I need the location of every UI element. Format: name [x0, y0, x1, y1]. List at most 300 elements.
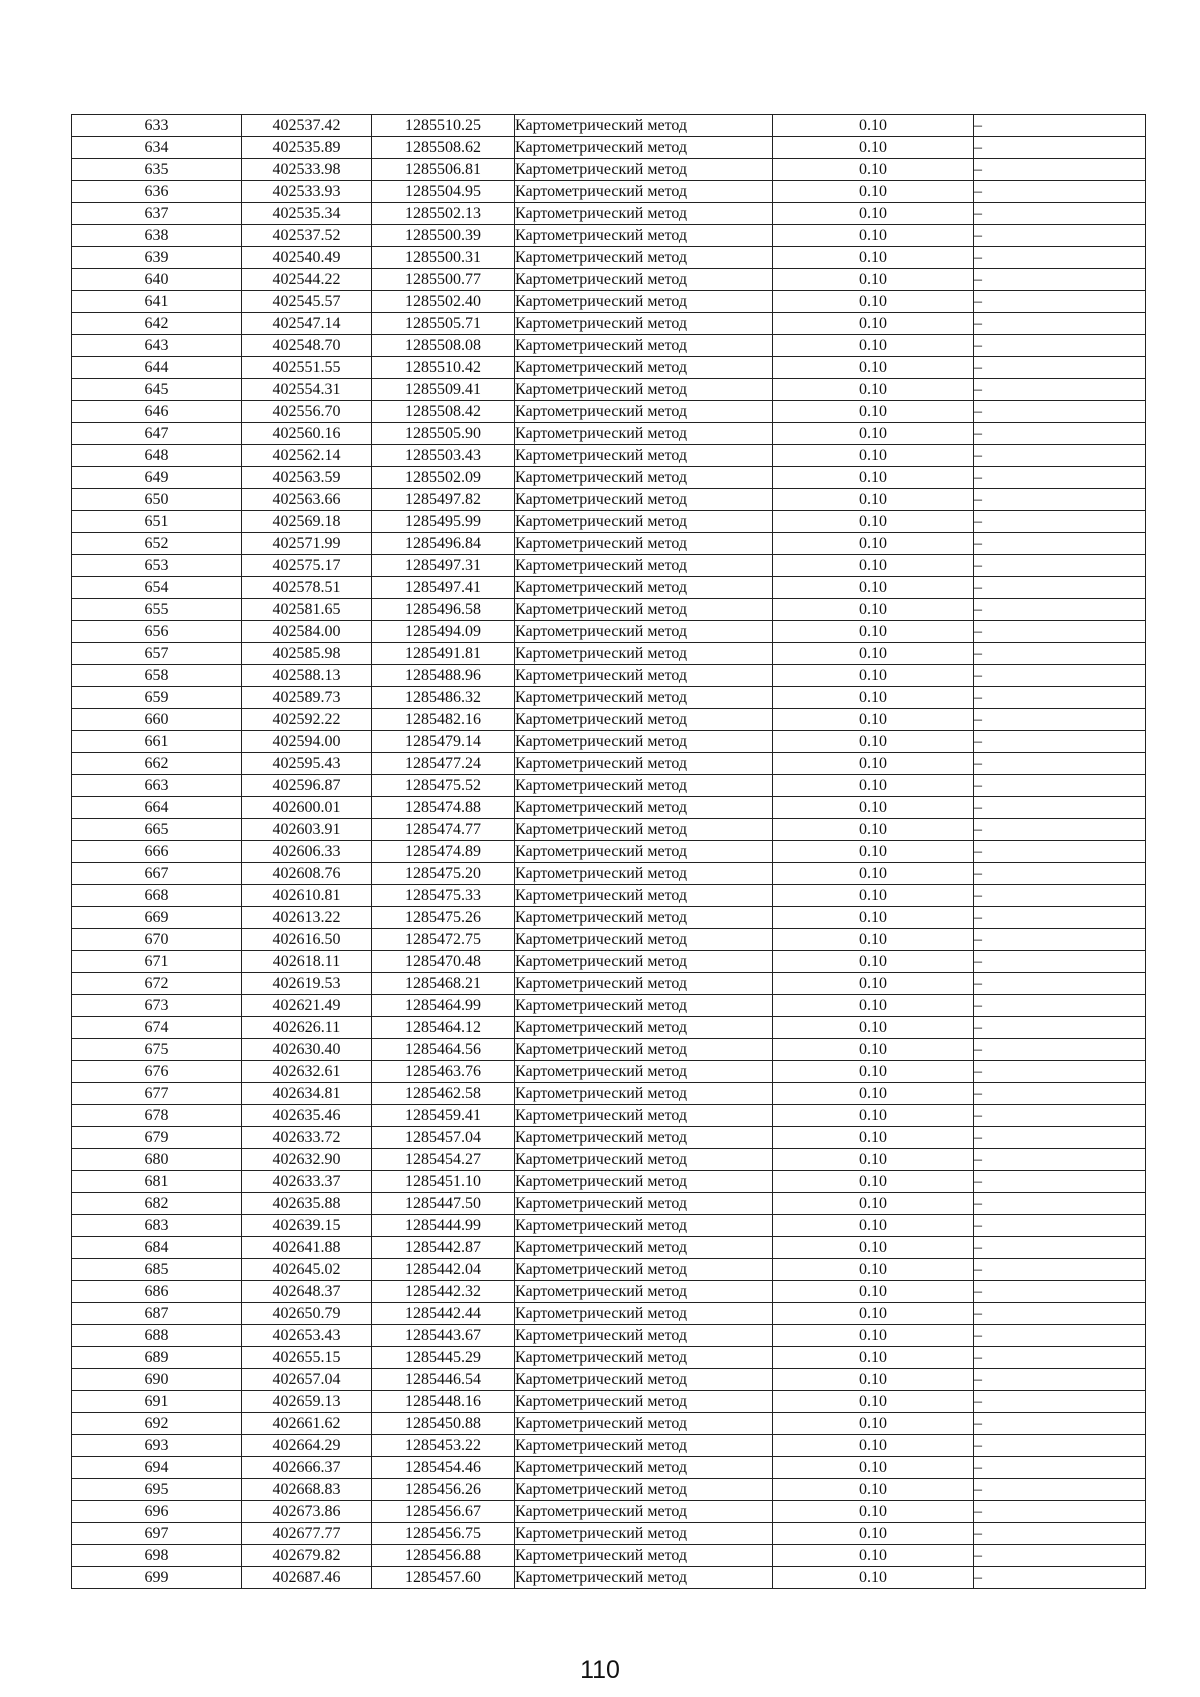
accuracy-cell: 0.10: [773, 445, 974, 467]
description-cell: –: [974, 269, 1146, 291]
table-row: [72, 753, 1146, 775]
description-cell: –: [974, 599, 1146, 621]
method-cell: Картометрический метод: [515, 467, 773, 489]
y-coordinate-cell: 1285472.75: [372, 929, 515, 951]
method-cell: Картометрический метод: [515, 907, 773, 929]
x-coordinate-cell: 402594.00: [242, 731, 372, 753]
description-cell: –: [974, 643, 1146, 665]
point-number-cell: 698: [72, 1545, 242, 1567]
method-cell: Картометрический метод: [515, 291, 773, 313]
table-row: [72, 973, 1146, 995]
description-cell: –: [974, 489, 1146, 511]
method-cell: Картометрический метод: [515, 1413, 773, 1435]
table-row: [72, 1479, 1146, 1501]
coordinates-table-body: [72, 115, 1146, 1589]
table-row: [72, 1523, 1146, 1545]
table-row: [72, 313, 1146, 335]
point-number-cell: 638: [72, 225, 242, 247]
method-cell: Картометрический метод: [515, 841, 773, 863]
method-cell: Картометрический метод: [515, 1281, 773, 1303]
point-number-cell: 683: [72, 1215, 242, 1237]
x-coordinate-cell: 402596.87: [242, 775, 372, 797]
description-cell: –: [974, 1435, 1146, 1457]
method-cell: Картометрический метод: [515, 269, 773, 291]
point-number-cell: 654: [72, 577, 242, 599]
description-cell: –: [974, 1391, 1146, 1413]
y-coordinate-cell: 1285496.84: [372, 533, 515, 555]
method-cell: Картометрический метод: [515, 819, 773, 841]
accuracy-cell: 0.10: [773, 1435, 974, 1457]
coordinates-table: [71, 114, 1146, 1589]
description-cell: –: [974, 225, 1146, 247]
description-cell: –: [974, 907, 1146, 929]
accuracy-cell: 0.10: [773, 357, 974, 379]
accuracy-cell: 0.10: [773, 1193, 974, 1215]
description-cell: –: [974, 335, 1146, 357]
x-coordinate-cell: 402563.59: [242, 467, 372, 489]
description-cell: –: [974, 1413, 1146, 1435]
description-cell: –: [974, 1567, 1146, 1589]
y-coordinate-cell: 1285500.77: [372, 269, 515, 291]
y-coordinate-cell: 1285503.43: [372, 445, 515, 467]
table-row: [72, 1347, 1146, 1369]
accuracy-cell: 0.10: [773, 1347, 974, 1369]
y-coordinate-cell: 1285497.82: [372, 489, 515, 511]
description-cell: –: [974, 1347, 1146, 1369]
accuracy-cell: 0.10: [773, 753, 974, 775]
accuracy-cell: 0.10: [773, 1545, 974, 1567]
point-number-cell: 650: [72, 489, 242, 511]
x-coordinate-cell: 402556.70: [242, 401, 372, 423]
description-cell: –: [974, 1545, 1146, 1567]
x-coordinate-cell: 402666.37: [242, 1457, 372, 1479]
method-cell: Картометрический метод: [515, 731, 773, 753]
point-number-cell: 666: [72, 841, 242, 863]
description-cell: –: [974, 1501, 1146, 1523]
x-coordinate-cell: 402613.22: [242, 907, 372, 929]
accuracy-cell: 0.10: [773, 225, 974, 247]
description-cell: –: [974, 115, 1146, 137]
table-row: [72, 951, 1146, 973]
description-cell: –: [974, 753, 1146, 775]
x-coordinate-cell: 402554.31: [242, 379, 372, 401]
y-coordinate-cell: 1285479.14: [372, 731, 515, 753]
accuracy-cell: 0.10: [773, 159, 974, 181]
y-coordinate-cell: 1285502.13: [372, 203, 515, 225]
x-coordinate-cell: 402679.82: [242, 1545, 372, 1567]
description-cell: –: [974, 885, 1146, 907]
description-cell: –: [974, 1061, 1146, 1083]
x-coordinate-cell: 402641.88: [242, 1237, 372, 1259]
method-cell: Картометрический метод: [515, 753, 773, 775]
y-coordinate-cell: 1285464.56: [372, 1039, 515, 1061]
point-number-cell: 649: [72, 467, 242, 489]
x-coordinate-cell: 402653.43: [242, 1325, 372, 1347]
method-cell: Картометрический метод: [515, 577, 773, 599]
description-cell: –: [974, 159, 1146, 181]
description-cell: –: [974, 1149, 1146, 1171]
accuracy-cell: 0.10: [773, 665, 974, 687]
description-cell: –: [974, 1105, 1146, 1127]
point-number-cell: 697: [72, 1523, 242, 1545]
x-coordinate-cell: 402668.83: [242, 1479, 372, 1501]
method-cell: Картометрический метод: [515, 665, 773, 687]
table-row: [72, 621, 1146, 643]
accuracy-cell: 0.10: [773, 115, 974, 137]
table-row: [72, 1567, 1146, 1589]
method-cell: Картометрический метод: [515, 1215, 773, 1237]
table-row: [72, 1545, 1146, 1567]
description-cell: –: [974, 1127, 1146, 1149]
y-coordinate-cell: 1285508.62: [372, 137, 515, 159]
table-row: [72, 1127, 1146, 1149]
table-row: [72, 1435, 1146, 1457]
x-coordinate-cell: 402661.62: [242, 1413, 372, 1435]
method-cell: Картометрический метод: [515, 203, 773, 225]
x-coordinate-cell: 402626.11: [242, 1017, 372, 1039]
method-cell: Картометрический метод: [515, 1567, 773, 1589]
table-row: [72, 1259, 1146, 1281]
point-number-cell: 642: [72, 313, 242, 335]
method-cell: Картометрический метод: [515, 1325, 773, 1347]
table-row: [72, 533, 1146, 555]
y-coordinate-cell: 1285475.26: [372, 907, 515, 929]
accuracy-cell: 0.10: [773, 1083, 974, 1105]
method-cell: Картометрический метод: [515, 1369, 773, 1391]
table-row: [72, 357, 1146, 379]
point-number-cell: 677: [72, 1083, 242, 1105]
description-cell: –: [974, 1017, 1146, 1039]
y-coordinate-cell: 1285442.04: [372, 1259, 515, 1281]
table-row: [72, 291, 1146, 313]
y-coordinate-cell: 1285450.88: [372, 1413, 515, 1435]
accuracy-cell: 0.10: [773, 1501, 974, 1523]
x-coordinate-cell: 402533.98: [242, 159, 372, 181]
point-number-cell: 641: [72, 291, 242, 313]
description-cell: –: [974, 731, 1146, 753]
accuracy-cell: 0.10: [773, 599, 974, 621]
point-number-cell: 633: [72, 115, 242, 137]
x-coordinate-cell: 402569.18: [242, 511, 372, 533]
description-cell: –: [974, 1039, 1146, 1061]
table-row: [72, 929, 1146, 951]
description-cell: –: [974, 1237, 1146, 1259]
table-row: [72, 577, 1146, 599]
point-number-cell: 681: [72, 1171, 242, 1193]
x-coordinate-cell: 402687.46: [242, 1567, 372, 1589]
x-coordinate-cell: 402571.99: [242, 533, 372, 555]
point-number-cell: 675: [72, 1039, 242, 1061]
accuracy-cell: 0.10: [773, 775, 974, 797]
accuracy-cell: 0.10: [773, 1567, 974, 1589]
point-number-cell: 660: [72, 709, 242, 731]
description-cell: –: [974, 291, 1146, 313]
point-number-cell: 695: [72, 1479, 242, 1501]
x-coordinate-cell: 402535.89: [242, 137, 372, 159]
table-row: [72, 511, 1146, 533]
x-coordinate-cell: 402588.13: [242, 665, 372, 687]
point-number-cell: 679: [72, 1127, 242, 1149]
table-row: [72, 1325, 1146, 1347]
point-number-cell: 692: [72, 1413, 242, 1435]
table-row: [72, 1039, 1146, 1061]
table-row: [72, 687, 1146, 709]
accuracy-cell: 0.10: [773, 1281, 974, 1303]
point-number-cell: 694: [72, 1457, 242, 1479]
description-cell: –: [974, 841, 1146, 863]
point-number-cell: 655: [72, 599, 242, 621]
accuracy-cell: 0.10: [773, 467, 974, 489]
description-cell: –: [974, 665, 1146, 687]
x-coordinate-cell: 402619.53: [242, 973, 372, 995]
accuracy-cell: 0.10: [773, 203, 974, 225]
description-cell: –: [974, 1193, 1146, 1215]
point-number-cell: 686: [72, 1281, 242, 1303]
x-coordinate-cell: 402608.76: [242, 863, 372, 885]
accuracy-cell: 0.10: [773, 247, 974, 269]
table-row: [72, 1303, 1146, 1325]
description-cell: –: [974, 445, 1146, 467]
accuracy-cell: 0.10: [773, 863, 974, 885]
method-cell: Картометрический метод: [515, 973, 773, 995]
page-number: 110: [580, 1656, 620, 1684]
accuracy-cell: 0.10: [773, 1369, 974, 1391]
y-coordinate-cell: 1285508.42: [372, 401, 515, 423]
table-row: [72, 907, 1146, 929]
description-cell: –: [974, 709, 1146, 731]
accuracy-cell: 0.10: [773, 1325, 974, 1347]
y-coordinate-cell: 1285491.81: [372, 643, 515, 665]
accuracy-cell: 0.10: [773, 313, 974, 335]
point-number-cell: 662: [72, 753, 242, 775]
table-row: [72, 995, 1146, 1017]
point-number-cell: 644: [72, 357, 242, 379]
x-coordinate-cell: 402616.50: [242, 929, 372, 951]
accuracy-cell: 0.10: [773, 137, 974, 159]
table-row: [72, 423, 1146, 445]
description-cell: –: [974, 181, 1146, 203]
table-row: [72, 269, 1146, 291]
accuracy-cell: 0.10: [773, 643, 974, 665]
table-row: [72, 819, 1146, 841]
table-row: [72, 181, 1146, 203]
x-coordinate-cell: 402634.81: [242, 1083, 372, 1105]
description-cell: –: [974, 1369, 1146, 1391]
table-row: [72, 1193, 1146, 1215]
point-number-cell: 639: [72, 247, 242, 269]
y-coordinate-cell: 1285474.77: [372, 819, 515, 841]
point-number-cell: 640: [72, 269, 242, 291]
x-coordinate-cell: 402544.22: [242, 269, 372, 291]
method-cell: Картометрический метод: [515, 357, 773, 379]
y-coordinate-cell: 1285470.48: [372, 951, 515, 973]
x-coordinate-cell: 402639.15: [242, 1215, 372, 1237]
x-coordinate-cell: 402650.79: [242, 1303, 372, 1325]
description-cell: –: [974, 1083, 1146, 1105]
x-coordinate-cell: 402585.98: [242, 643, 372, 665]
y-coordinate-cell: 1285468.21: [372, 973, 515, 995]
x-coordinate-cell: 402673.86: [242, 1501, 372, 1523]
y-coordinate-cell: 1285442.87: [372, 1237, 515, 1259]
x-coordinate-cell: 402600.01: [242, 797, 372, 819]
accuracy-cell: 0.10: [773, 1017, 974, 1039]
point-number-cell: 680: [72, 1149, 242, 1171]
x-coordinate-cell: 402533.93: [242, 181, 372, 203]
y-coordinate-cell: 1285442.44: [372, 1303, 515, 1325]
method-cell: Картометрический метод: [515, 1391, 773, 1413]
accuracy-cell: 0.10: [773, 709, 974, 731]
y-coordinate-cell: 1285463.76: [372, 1061, 515, 1083]
description-cell: –: [974, 511, 1146, 533]
x-coordinate-cell: 402581.65: [242, 599, 372, 621]
description-cell: –: [974, 929, 1146, 951]
description-cell: –: [974, 621, 1146, 643]
y-coordinate-cell: 1285504.95: [372, 181, 515, 203]
table-row: [72, 797, 1146, 819]
table-row: [72, 1149, 1146, 1171]
y-coordinate-cell: 1285456.67: [372, 1501, 515, 1523]
table-row: [72, 247, 1146, 269]
description-cell: –: [974, 555, 1146, 577]
accuracy-cell: 0.10: [773, 995, 974, 1017]
point-number-cell: 672: [72, 973, 242, 995]
y-coordinate-cell: 1285488.96: [372, 665, 515, 687]
method-cell: Картометрический метод: [515, 1083, 773, 1105]
method-cell: Картометрический метод: [515, 863, 773, 885]
y-coordinate-cell: 1285453.22: [372, 1435, 515, 1457]
accuracy-cell: 0.10: [773, 1259, 974, 1281]
accuracy-cell: 0.10: [773, 291, 974, 313]
description-cell: –: [974, 137, 1146, 159]
table-row: [72, 599, 1146, 621]
method-cell: Картометрический метод: [515, 555, 773, 577]
point-number-cell: 657: [72, 643, 242, 665]
description-cell: –: [974, 775, 1146, 797]
point-number-cell: 693: [72, 1435, 242, 1457]
accuracy-cell: 0.10: [773, 1237, 974, 1259]
y-coordinate-cell: 1285502.09: [372, 467, 515, 489]
x-coordinate-cell: 402635.88: [242, 1193, 372, 1215]
accuracy-cell: 0.10: [773, 379, 974, 401]
description-cell: –: [974, 1325, 1146, 1347]
method-cell: Картометрический метод: [515, 379, 773, 401]
accuracy-cell: 0.10: [773, 841, 974, 863]
y-coordinate-cell: 1285477.24: [372, 753, 515, 775]
y-coordinate-cell: 1285459.41: [372, 1105, 515, 1127]
accuracy-cell: 0.10: [773, 973, 974, 995]
table-row: [72, 775, 1146, 797]
x-coordinate-cell: 402535.34: [242, 203, 372, 225]
table-row: [72, 467, 1146, 489]
x-coordinate-cell: 402551.55: [242, 357, 372, 379]
accuracy-cell: 0.10: [773, 1457, 974, 1479]
accuracy-cell: 0.10: [773, 423, 974, 445]
y-coordinate-cell: 1285495.99: [372, 511, 515, 533]
description-cell: –: [974, 577, 1146, 599]
y-coordinate-cell: 1285500.31: [372, 247, 515, 269]
description-cell: –: [974, 1171, 1146, 1193]
point-number-cell: 643: [72, 335, 242, 357]
table-row: [72, 643, 1146, 665]
table-row: [72, 401, 1146, 423]
accuracy-cell: 0.10: [773, 1127, 974, 1149]
x-coordinate-cell: 402562.14: [242, 445, 372, 467]
x-coordinate-cell: 402655.15: [242, 1347, 372, 1369]
description-cell: –: [974, 401, 1146, 423]
table-row: [72, 335, 1146, 357]
y-coordinate-cell: 1285454.46: [372, 1457, 515, 1479]
table-row: [72, 1457, 1146, 1479]
method-cell: Картометрический метод: [515, 1347, 773, 1369]
description-cell: –: [974, 973, 1146, 995]
x-coordinate-cell: 402560.16: [242, 423, 372, 445]
description-cell: –: [974, 995, 1146, 1017]
x-coordinate-cell: 402633.37: [242, 1171, 372, 1193]
method-cell: Картометрический метод: [515, 1545, 773, 1567]
y-coordinate-cell: 1285502.40: [372, 291, 515, 313]
point-number-cell: 668: [72, 885, 242, 907]
accuracy-cell: 0.10: [773, 335, 974, 357]
accuracy-cell: 0.10: [773, 1391, 974, 1413]
method-cell: Картометрический метод: [515, 1127, 773, 1149]
y-coordinate-cell: 1285456.26: [372, 1479, 515, 1501]
y-coordinate-cell: 1285500.39: [372, 225, 515, 247]
y-coordinate-cell: 1285482.16: [372, 709, 515, 731]
y-coordinate-cell: 1285462.58: [372, 1083, 515, 1105]
y-coordinate-cell: 1285451.10: [372, 1171, 515, 1193]
y-coordinate-cell: 1285510.42: [372, 357, 515, 379]
accuracy-cell: 0.10: [773, 1039, 974, 1061]
point-number-cell: 656: [72, 621, 242, 643]
x-coordinate-cell: 402540.49: [242, 247, 372, 269]
table-row: [72, 1171, 1146, 1193]
table-row: [72, 1083, 1146, 1105]
accuracy-cell: 0.10: [773, 907, 974, 929]
accuracy-cell: 0.10: [773, 1523, 974, 1545]
table-row: [72, 841, 1146, 863]
method-cell: Картометрический метод: [515, 1523, 773, 1545]
x-coordinate-cell: 402635.46: [242, 1105, 372, 1127]
point-number-cell: 661: [72, 731, 242, 753]
description-cell: –: [974, 687, 1146, 709]
table-row: [72, 1369, 1146, 1391]
description-cell: –: [974, 247, 1146, 269]
method-cell: Картометрический метод: [515, 313, 773, 335]
method-cell: Картометрический метод: [515, 225, 773, 247]
description-cell: –: [974, 797, 1146, 819]
accuracy-cell: 0.10: [773, 929, 974, 951]
description-cell: –: [974, 1457, 1146, 1479]
table-row: [72, 709, 1146, 731]
accuracy-cell: 0.10: [773, 819, 974, 841]
y-coordinate-cell: 1285456.88: [372, 1545, 515, 1567]
y-coordinate-cell: 1285464.12: [372, 1017, 515, 1039]
description-cell: –: [974, 951, 1146, 973]
method-cell: Картометрический метод: [515, 995, 773, 1017]
y-coordinate-cell: 1285474.89: [372, 841, 515, 863]
method-cell: Картометрический метод: [515, 181, 773, 203]
accuracy-cell: 0.10: [773, 1105, 974, 1127]
description-cell: –: [974, 863, 1146, 885]
table-row: [72, 1237, 1146, 1259]
table-row: [72, 1017, 1146, 1039]
point-number-cell: 653: [72, 555, 242, 577]
x-coordinate-cell: 402648.37: [242, 1281, 372, 1303]
table-row: [72, 137, 1146, 159]
method-cell: Картометрический метод: [515, 401, 773, 423]
accuracy-cell: 0.10: [773, 489, 974, 511]
x-coordinate-cell: 402537.42: [242, 115, 372, 137]
